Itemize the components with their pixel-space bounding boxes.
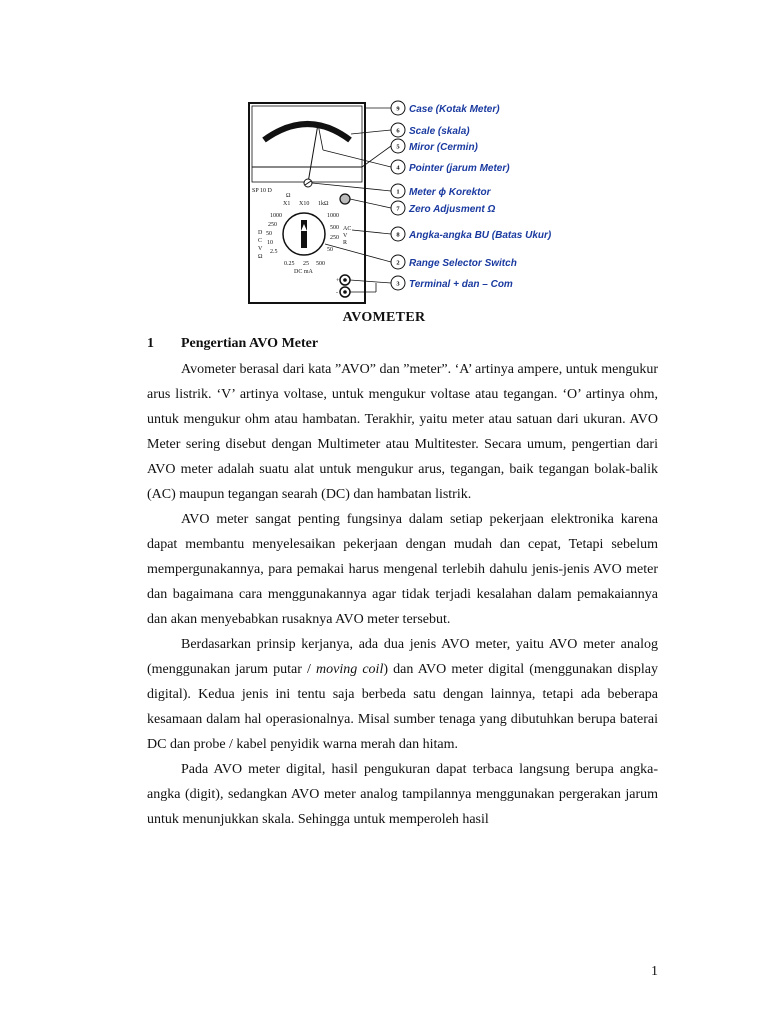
- svg-text:9: 9: [396, 105, 400, 113]
- callout-3: [391, 276, 513, 290]
- right-letter-2: R: [343, 240, 348, 246]
- left-letter-1: C: [258, 238, 263, 244]
- label-pointer: Pointer (jarum Meter): [409, 163, 510, 174]
- bottom-scale-1: 25: [303, 261, 309, 267]
- left-scale-3: 10: [267, 240, 273, 246]
- bottom-scale-0: 0.25: [284, 261, 295, 267]
- svg-text:3: 3: [396, 280, 400, 288]
- label-corrector: Meter ϕ Korektor: [409, 187, 491, 198]
- body-text: [147, 357, 658, 832]
- label-scale: Scale (skala): [409, 126, 470, 137]
- paragraph-3-part-2: ) dan AVO meter digital (menggunakan display digital). Kedua jenis ini tentu saja berbeda satu dengan lainnya, tetapi ada beberapa kesamaan dalam hal operasionalnya. Misal sumber tenaga yang dibutuhkan berupa baterai DC dan probe / kabel penyidik warna merah dan hitam.: [147, 662, 658, 752]
- callout-8: [391, 227, 552, 241]
- left-scale-4: 2.5: [270, 249, 278, 255]
- avometer-diagram: [248, 94, 560, 306]
- label-zero-adjust: Zero Adjusment Ω: [409, 204, 496, 215]
- label-case: Case (Kotak Meter): [409, 104, 500, 115]
- paragraph-3-part-1: Berdasarkan prinsip kerjanya, ada dua jenis AVO meter, yaitu AVO meter analog (menggunakan jarum putar /: [147, 637, 658, 677]
- right-letter-0: AC: [343, 226, 352, 232]
- right-scale-1: 500: [330, 225, 339, 231]
- x10-label: X10: [299, 201, 310, 207]
- left-letter-2: V: [258, 246, 263, 252]
- bottom-scale-2: 500: [316, 261, 325, 267]
- left-letter-0: D: [258, 230, 263, 236]
- page-number: 1: [651, 964, 658, 979]
- label-range-numbers: Angka-angka BU (Batas Ukur): [409, 230, 552, 241]
- svg-text:5: 5: [396, 143, 400, 151]
- right-letter-1: V: [343, 233, 348, 239]
- svg-text:1: 1: [396, 188, 400, 196]
- svg-text:8: 8: [396, 231, 400, 239]
- callout-4: [391, 160, 510, 174]
- paragraph-2: AVO meter sangat penting fungsinya dalam setiap pekerjaan elektronika karena dapat membantu menyelesaikan pekerjaan dengan mudah dan cepat, Tetapi sebelum mempergunakannya, para pemakai harus mengenal terlebih dahulu jenis-jenis AVO meter dan bagaimana cara menggunakannya agar tidak terjadi kesalahan dalam pemakaiannya dan akan menyebabkan rusaknya AVO meter tersebut.: [147, 512, 658, 627]
- label-mirror: Miror (Cermin): [409, 142, 478, 153]
- paragraph-3-italic: moving coil: [316, 662, 384, 677]
- callout-2: [391, 255, 517, 269]
- plus-sign: +: [336, 278, 340, 284]
- right-scale-2: 250: [330, 235, 339, 241]
- label-terminal: Terminal + dan – Com: [409, 279, 513, 290]
- section-number: 1: [147, 336, 154, 351]
- section-title: Pengertian AVO Meter: [181, 336, 319, 351]
- paragraph-1: Avometer berasal dari kata ”AVO” dan ”meter”. ‘A’ artinya ampere, untuk mengukur arus listrik. ‘V’ artinya voltase, untuk mengukur voltase atau tegangan. ‘O’ artinya ohm, untuk mengukur ohm atau hambatan. Terakhir, yaitu meter atau satuan dari ukuran. AVO Meter sering disebut dengan Multimeter atau Multitester. Secara umum, pengertian dari AVO meter adalah suatu alat untuk mengukur arus, tegangan, baik tegangan bolak-balik (AC) maupun tegangan searah (DC) dan hambatan listrik.: [147, 362, 658, 502]
- paragraph-4: Pada AVO meter digital, hasil pengukuran dapat terbaca langsung berupa angka-angka (digit), sedangkan AVO meter analog tampilannya menggunakan pergerakan jarum untuk menunjukkan skala. Sehingga untuk memperoleh hasil: [147, 762, 658, 827]
- minus-sign: -: [336, 290, 338, 296]
- ohm-label: Ω: [286, 193, 291, 199]
- meter-model: SP 10 D: [252, 188, 272, 194]
- left-scale-2: 50: [266, 231, 272, 237]
- zero-adjust-knob: [340, 194, 350, 204]
- right-scale-3: 50: [327, 247, 333, 253]
- left-scale-1: 250: [268, 222, 277, 228]
- callout-5: [391, 139, 479, 153]
- bottom-unit: DC mA: [294, 269, 313, 275]
- svg-text:6: 6: [396, 127, 400, 135]
- label-range-selector: Range Selector Switch: [409, 258, 517, 269]
- scale-window: [252, 106, 362, 182]
- svg-text:2: 2: [396, 259, 400, 267]
- callout-6: [391, 123, 470, 137]
- paragraph-3: [147, 632, 658, 757]
- x1-label: X1: [283, 201, 291, 207]
- callout-1: [391, 184, 492, 198]
- right-scale-0: 1000: [327, 213, 339, 219]
- left-scale-0: 1000: [270, 213, 282, 219]
- callout-7: [391, 201, 496, 215]
- svg-text:7: 7: [396, 205, 400, 213]
- svg-text:4: 4: [396, 164, 400, 172]
- document-title: AVOMETER: [342, 310, 426, 325]
- left-letter-3: Ω: [258, 254, 263, 260]
- callout-9: [391, 101, 500, 115]
- k-label: 1kΩ: [318, 201, 329, 207]
